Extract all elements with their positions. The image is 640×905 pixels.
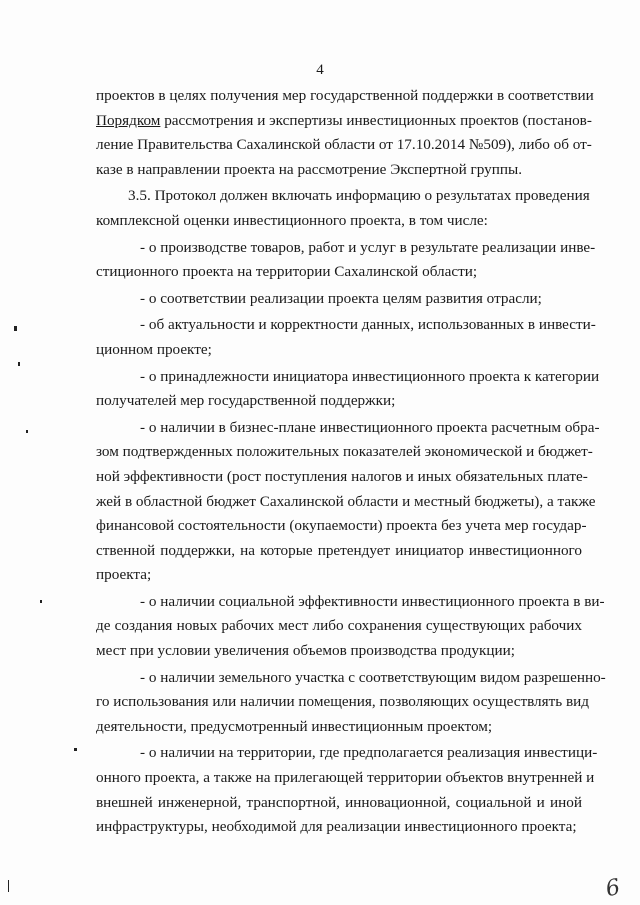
text-line: комплексной оценки инвестиционного проекта, в том числе: <box>96 211 488 229</box>
text-line: деятельности, предусмотренный инвестиционным проектом; <box>96 717 493 735</box>
text-line: ственной поддержки, на которые претендует инициатор инвестиционного <box>96 541 582 559</box>
document-body <box>96 84 606 840</box>
scan-mark <box>8 880 9 892</box>
list-item <box>96 287 582 312</box>
text-line: - о наличии земельного участка с соответствующим видом разрешенно- <box>140 668 606 686</box>
text-line: казе в направлении проекта на рассмотрение Экспертной группы. <box>96 160 522 178</box>
text-line: ление Правительства Сахалинской области от 17.10.2014 №509), либо об от- <box>96 136 592 154</box>
text-line: - о наличии в бизнес-плане инвестиционного проекта расчетным обра- <box>140 418 600 436</box>
text-line: онного проекта, а также на прилегающей территории объектов внутренней и <box>96 769 595 787</box>
text-line: - о наличии на территории, где предполагается реализация инвестици- <box>140 744 598 762</box>
text-line: Порядком рассмотрения и экспертизы инвестиционных проектов (постанов- <box>96 111 592 129</box>
text-line: внешней инженерной, транспортной, инновационной, социальной и иной <box>96 793 582 811</box>
text-line: получателей мер государственной поддержки; <box>96 392 396 410</box>
text-line: - о наличии социальной эффективности инвестиционного проекта в ви- <box>140 592 605 610</box>
page-number: 4 <box>316 62 324 78</box>
paragraph-3-5 <box>96 184 590 233</box>
handwritten-mark: 6 <box>603 874 623 903</box>
paragraph-continuation <box>96 84 594 182</box>
text-line: проекта; <box>96 566 152 584</box>
text-line: зом подтвержденных положительных показателей экономической и бюджет- <box>96 443 593 461</box>
list-item <box>96 590 605 664</box>
text-line: стиционного проекта на территории Сахалинской области; <box>96 263 478 281</box>
link-poryadkom[interactable]: Порядком <box>96 111 161 129</box>
scan-mark <box>74 748 77 751</box>
text-line: ционном проекте; <box>96 340 212 358</box>
text-line: инфраструктуры, необходимой для реализации инвестиционного проекта; <box>96 818 577 836</box>
list-item <box>96 313 596 362</box>
text-line: - о соответствии реализации проекта целям развития отрасли; <box>140 289 542 307</box>
scan-mark <box>18 362 20 366</box>
text-line: - о принадлежности инициатора инвестиционного проекта к категории <box>140 367 600 385</box>
scan-mark <box>14 326 17 331</box>
scan-mark <box>40 600 42 603</box>
text-line: ной эффективности (рост поступления налогов и иных обязательных плате- <box>96 467 588 485</box>
scan-mark <box>26 430 28 433</box>
list-item <box>96 236 596 285</box>
text-line: го использования или наличии помещения, позволяющих осуществлять вид <box>96 693 589 711</box>
list-item <box>96 666 606 740</box>
list-item <box>96 365 600 414</box>
list-item <box>96 416 600 588</box>
text-line: мест при условии увеличения объемов производства продукции; <box>96 642 515 660</box>
text-line: проектов в целях получения мер государственной поддержки в соответствии <box>96 87 594 104</box>
text-line: де создания новых рабочих мест либо сохранения существующих рабочих <box>96 617 582 635</box>
text-line: 3.5. Протокол должен включать информацию о результатах проведения <box>128 187 590 205</box>
list-item <box>96 741 598 839</box>
text-line: - о производстве товаров, работ и услуг в результате реализации инве- <box>140 238 596 256</box>
text-line: финансовой состоятельности (окупаемости) проекта без учета мер государ- <box>96 517 587 535</box>
text-line: жей в областной бюджет Сахалинской области и местный бюджеты), а также <box>96 492 596 510</box>
text-line: - об актуальности и корректности данных, использованных в инвести- <box>140 316 596 334</box>
